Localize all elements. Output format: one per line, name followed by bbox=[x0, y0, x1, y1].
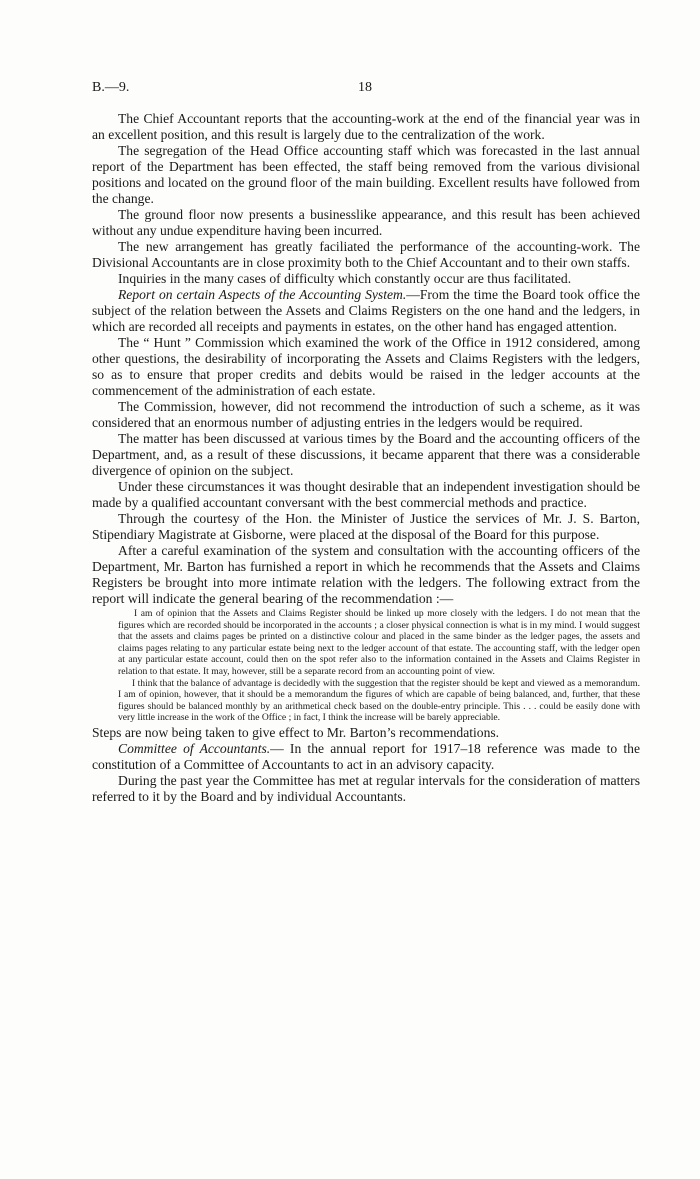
paragraph: After a careful examination of the system and consultation with the accounting officers of the Department, Mr. Barton has furnished a report in which he recommends that the Assets and Claims Registers be brought into more intimate relation with the ledgers. The following extract from the report will indicate the general bearing of the recommendation :— bbox=[92, 543, 640, 606]
report-extract-quote bbox=[118, 608, 640, 724]
paragraph: The “ Hunt ” Commission which examined the work of the Office in 1912 considered, among other questions, the desirability of incorporating the Assets and Claims Registers with the ledgers, so as to ensure that proper credits and debits would be raised in the ledger accounts at the commencement of the administration of each estate. bbox=[92, 335, 640, 398]
section-text: — In the annual report for 1917–18 reference was made to the constitution of a Committee of Accountants to act in an advisory capacity. bbox=[92, 740, 640, 772]
paragraph: The Chief Accountant reports that the accounting-work at the end of the financial year was in an excellent position, and this result is largely due to the centralization of the work. bbox=[92, 111, 640, 142]
page-number: 18 bbox=[358, 80, 372, 95]
section-text: —From the time the Board took office the subject of the relation between the Assets and Claims Registers on the one hand and the ledgers, in which are recorded all receipts and payments in estates, on the other hand has engaged attention. bbox=[92, 287, 640, 334]
section-heading: Report on certain Aspects of the Accounting System. bbox=[118, 287, 407, 302]
paragraph: The ground floor now presents a businesslike appearance, and this result has been achieved without any undue expenditure having been incurred. bbox=[92, 207, 640, 238]
paragraph: Inquiries in the many cases of difficulty which constantly occur are thus facilitated. bbox=[118, 271, 572, 286]
page-header bbox=[92, 80, 640, 100]
paragraph: The segregation of the Head Office accounting staff which was forecasted in the last annual report of the Department has been effected, the staff being removed from the various divisional positions and located on the ground floor of the main building. Excellent results have followed from the change. bbox=[92, 143, 640, 206]
section-report-paragraph bbox=[92, 287, 640, 335]
paragraph: The matter has been discussed at various times by the Board and the accounting officers of the Department, and, as a result of these discussions, it became apparent that there was a considerable divergence of opinion on the subject. bbox=[92, 431, 640, 478]
section-heading: Committee of Accountants. bbox=[118, 740, 271, 756]
document-reference: B.—9. bbox=[92, 80, 130, 95]
section-committee-paragraph bbox=[92, 741, 640, 773]
paragraph: The new arrangement has greatly faciliated the performance of the accounting-work. The Divisional Accountants are in close proximity both to the Chief Accountant and to their own staffs. bbox=[92, 239, 640, 270]
paragraph: Steps are now being taken to give effect to Mr. Barton’s recommendations. bbox=[92, 724, 500, 740]
paragraph: Under these circumstances it was thought desirable that an independent investigation should be made by a qualified accountant conversant with the best commercial methods and practice. bbox=[92, 479, 640, 510]
paragraph: The Commission, however, did not recommend the introduction of such a scheme, as it was considered that an enormous number of adjusting entries in the ledgers would be required. bbox=[92, 399, 640, 430]
quote-paragraph: I think that the balance of advantage is decidedly with the suggestion that the register should be kept and viewed as a memorandum. I am of opinion, however, that it should be a memorandum the figures of which are capable of being balanced, and, further, that these figures should be balanced monthly by an arithmetical check based on the double-entry principle. This . . . could be easily done with very little increase in the work of the Office ; in fact, I think the increase will be barely appreciable. bbox=[118, 677, 640, 724]
body-text bbox=[92, 111, 640, 805]
paragraph: Through the courtesy of the Hon. the Minister of Justice the services of Mr. J. S. Barton, Stipendiary Magistrate at Gisborne, were placed at the disposal of the Board for this purpose. bbox=[92, 511, 640, 542]
quote-paragraph: I am of opinion that the Assets and Claims Register should be linked up more closely with the ledgers. I do not mean that the figures which are recorded should be incorporated in the accounts ; a closer physical connection is what is in my mind. I would suggest that the assets and claims pages be printed on a distinctive colour and placed in the same binder as the ledger pages, the assets and claims pages relating to any particular estate being next to the ledger account of that estate. The accounting staff, with the ledger open at any particular estate account, could then on the spot refer also to the information contained in the Assets and Claims Register in relation to that estate. It may, however, still be a separate record from an accounting point of view. bbox=[118, 608, 640, 677]
paragraph: During the past year the Committee has met at regular intervals for the consideration of matters referred to it by the Board and by individual Accountants. bbox=[92, 772, 640, 804]
